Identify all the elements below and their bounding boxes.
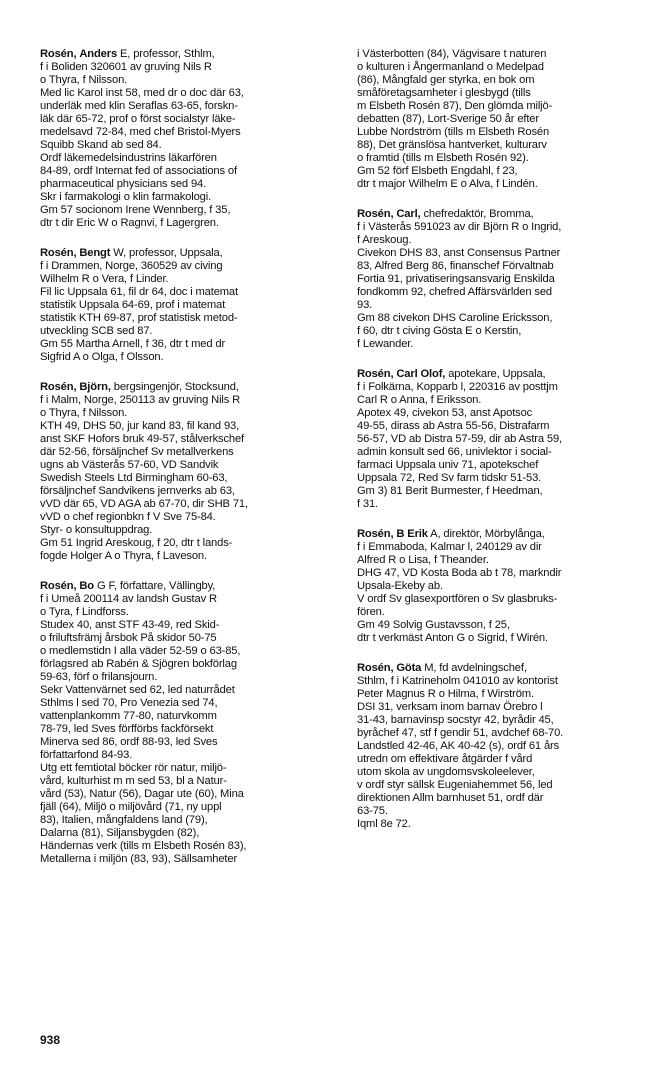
entry-given-name: Bengt — [79, 247, 111, 259]
entry-body: f i Västerås 591023 av dir Björn R o Ingrid, f Areskoug. Civekon DHS 83, anst Consensus Partner 83, Alfred Berg 86, finanschef Förvaltnab Fortia 91, privatiseringsansvarig Enskilda fondkomm 92, chefred Affärsvärlden sed 93. Gm 88 civekon DHS Caroline Ericksson, f 60, dtr t civing Gösta E o Kerstin, f Lewander. — [357, 221, 562, 350]
entry-heading: W, professor, Uppsala, — [110, 247, 223, 259]
entry-heading: chefredaktör, Bromma, — [420, 208, 534, 220]
entry-given-name: Björn, — [79, 381, 111, 393]
entry-given-name: Carl, — [396, 208, 421, 220]
entry-heading: bergsingenjör, Stocksund, — [110, 381, 239, 393]
entry-given-name: Anders — [79, 48, 118, 60]
entry-heading: M, fd avdelningschef, — [421, 662, 527, 674]
entry-body: f i Malm, Norge, 250113 av gruving Nils R o Thyra, f Nilsson. KTH 49, DHS 50, jur kand 83, fil kand 93, anst SKF Hofors bruk 49-57, stålverkschef där 52-56, försäljnchef Sv metallverkens ugns ab Västerås 57-60, VD Sandvik Swedish Steels Ltd Birmingham 60-63, försäljnchef Sandvikens jernverks ab 63, vVD där 65, VD AGA ab 67-70, dir SHB 71, vVD o chef regionbkn f V Sve 75-84. Styr- o konsultuppdrag. Gm 51 Ingrid Areskoug, f 20, dtr t lands- fogde Holger A o Thyra, f Laveson. — [40, 394, 248, 562]
entry-rosen-carl-olof — [357, 368, 655, 511]
entry-rosen-bengt — [40, 247, 338, 364]
entry-text — [357, 662, 655, 831]
entry-text — [357, 48, 655, 191]
entry-surname: Rosén, — [40, 247, 77, 259]
entry-rosen-erik — [357, 528, 655, 645]
entry-surname: Rosén, — [357, 368, 394, 380]
entry-body: f i Emmaboda, Kalmar l, 240129 av dir Alfred R o Lisa, f Theander. DHG 47, VD Kosta Boda ab t 78, markndir Upsala-Ekeby ab. V ordf Sv glasexportfören o Sv glasbruks- fören. Gm 49 Solvig Gustavsson, f 25, dtr t verkmäst Anton G o Sigrid, f Wirén. — [357, 541, 562, 644]
entry-rosen-bo — [40, 580, 338, 866]
entry-surname: Rosén, — [40, 580, 77, 592]
entry-body: f i Drammen, Norge, 360529 av civing Wilhelm R o Vera, f Linder. Fil lic Uppsala 61, fil dr 64, doc i matemat statistik Uppsala 64-69, prof i matemat statistik KTH 69-87, prof statistisk metod- utveckling SCB sed 87. Gm 55 Martha Arnell, f 36, dtr t med dr Sigfrid A o Olga, f Olsson. — [40, 260, 238, 363]
entry-heading: E, professor, Sthlm, — [117, 48, 215, 60]
entry-given-name: Göta — [396, 662, 422, 674]
entry-body: f i Boliden 320601 av gruving Nils R o Thyra, f Nilsson. Med lic Karol inst 58, med dr o doc där 63, underläk med klin Seraflas 63-65, forskn- läk där 65-72, prof o först socialstyr läke- medelsavd 72-84, med chef Bristol-Myers Squibb Skand ab sed 84. Ordf läkemedelsindustrins läkarfören 84-89, ordf Internat fed of associations of pharmaceutical physicians sed 94. Skr i farmakologi o klin farmakologi. Gm 57 socionom Irene Wennberg, f 35, dtr t dir Eric W o Ragnvi, f Lagergren. — [40, 61, 244, 229]
entry-heading: G F, författare, Vällingby, — [94, 580, 216, 592]
entry-heading: apotekare, Uppsala, — [445, 368, 546, 380]
page-number: 938 — [40, 1033, 61, 1047]
entry-rosen-bo-continued — [357, 48, 655, 191]
entry-heading: A, direktör, Mörbylånga, — [427, 528, 545, 540]
entry-body: i Västerbotten (84), Vägvisare t naturen o kulturen i Ångermanland o Medelpad (86), Mångfald ger styrka, en bok om småföretagsamheter i glesbygd (tills m Elsbeth Rosén 87), Den glömda miljö- debatten (87), Lort-Sverige 50 år efter Lubbe Nordström (tills m Elsbeth Rosén 88), Det gränslösa hantverket, kulturarv o framtid (tills m Elsbeth Rosén 92). Gm 52 förf Elsbeth Engdahl, f 23, dtr t major Wilhelm E o Alva, f Lindén. — [357, 48, 553, 190]
entry-text — [357, 208, 655, 351]
entry-text — [40, 247, 338, 364]
entry-given-name: B Erik — [396, 528, 428, 540]
entry-text — [357, 368, 655, 511]
entry-surname: Rosén, — [40, 381, 77, 393]
entry-surname: Rosén, — [357, 208, 394, 220]
entry-rosen-carl — [357, 208, 655, 351]
entry-text — [40, 381, 338, 563]
entry-surname: Rosén, — [357, 528, 394, 540]
entry-text — [40, 48, 338, 230]
entry-given-name: Carl Olof, — [396, 368, 446, 380]
entry-rosen-bjorn — [40, 381, 338, 563]
entry-text — [40, 580, 338, 866]
entry-rosen-anders — [40, 48, 338, 230]
right-column — [357, 48, 655, 848]
entry-rosen-gota — [357, 662, 655, 831]
entry-body: f i Folkärna, Kopparb l, 220316 av posttjm Carl R o Anna, f Eriksson. Apotex 49, civekon 53, anst Apotsoc 49-55, dirass ab Astra 55-56, Distrafarm 56-57, VD ab Distra 57-59, dir ab Astra 59, admin konsult sed 66, univlektor i social- farmaci Uppsala univ 71, apotekschef Uppsala 72, Red Sv farm tidskr 51-53. Gm 3) 81 Berit Burmester, f Heedman, f 31. — [357, 381, 562, 510]
left-column — [40, 48, 338, 883]
entry-surname: Rosén, — [357, 662, 394, 674]
entry-body: f i Umeå 200114 av landsh Gustav R o Tyra, f Lindforss. Studex 40, anst STF 43-49, red Skid- o friluftsfrämj årsbok På skidor 50-75 o medlemstidn I alla väder 52-59 o 63-85, förlagsred ab Rabén & Sjögren bokförlag 59-63, förf o frilansjourn. Sekr Vattenvärnet sed 62, led naturrådet Sthlms l sed 70, Pro Venezia sed 74, vattenplankomm 77-80, naturvkomm 78-79, led Sves förfförbs fackförsekt Minerva sed 86, ordf 88-93, led Sves författarfond 84-93. Utg ett femtiotal böcker rör natur, miljö- vård, kulturhist m m sed 53, bl a Natur- vård (53), Natur (56), Dagar ute (60), Mina fjäll (64), Miljö o miljövård (71, ny uppl 83), Italien, mångfaldens land (79), Dalarna (81), Siljansbygden (82), Händernas verk (tills m Elsbeth Rosén 83), Metallerna i miljön (83, 93), Sällsamheter — [40, 593, 247, 865]
entry-body: Sthlm, f i Katrineholm 041010 av kontorist Peter Magnus R o Hilma, f Wirström. DSI 31, verksam inom barnav Örebro l 31-43, barnavinsp socstyr 42, byrådir 45, byråchef 47, stf f gendir 51, avdchef 68-70. Landstled 42-46, AK 40-42 (s), ordf 61 års utredn om effektivare åtgärder f vård utom skola av ungdomsvskoleelever, v ordf styr sällsk Eugeniahemmet 56, led direktionen Allm barnhuset 51, ordf där 63-75. Iqml 8e 72. — [357, 675, 564, 830]
entry-given-name: Bo — [79, 580, 94, 592]
entry-text — [357, 528, 655, 645]
entry-surname: Rosén, — [40, 48, 77, 60]
